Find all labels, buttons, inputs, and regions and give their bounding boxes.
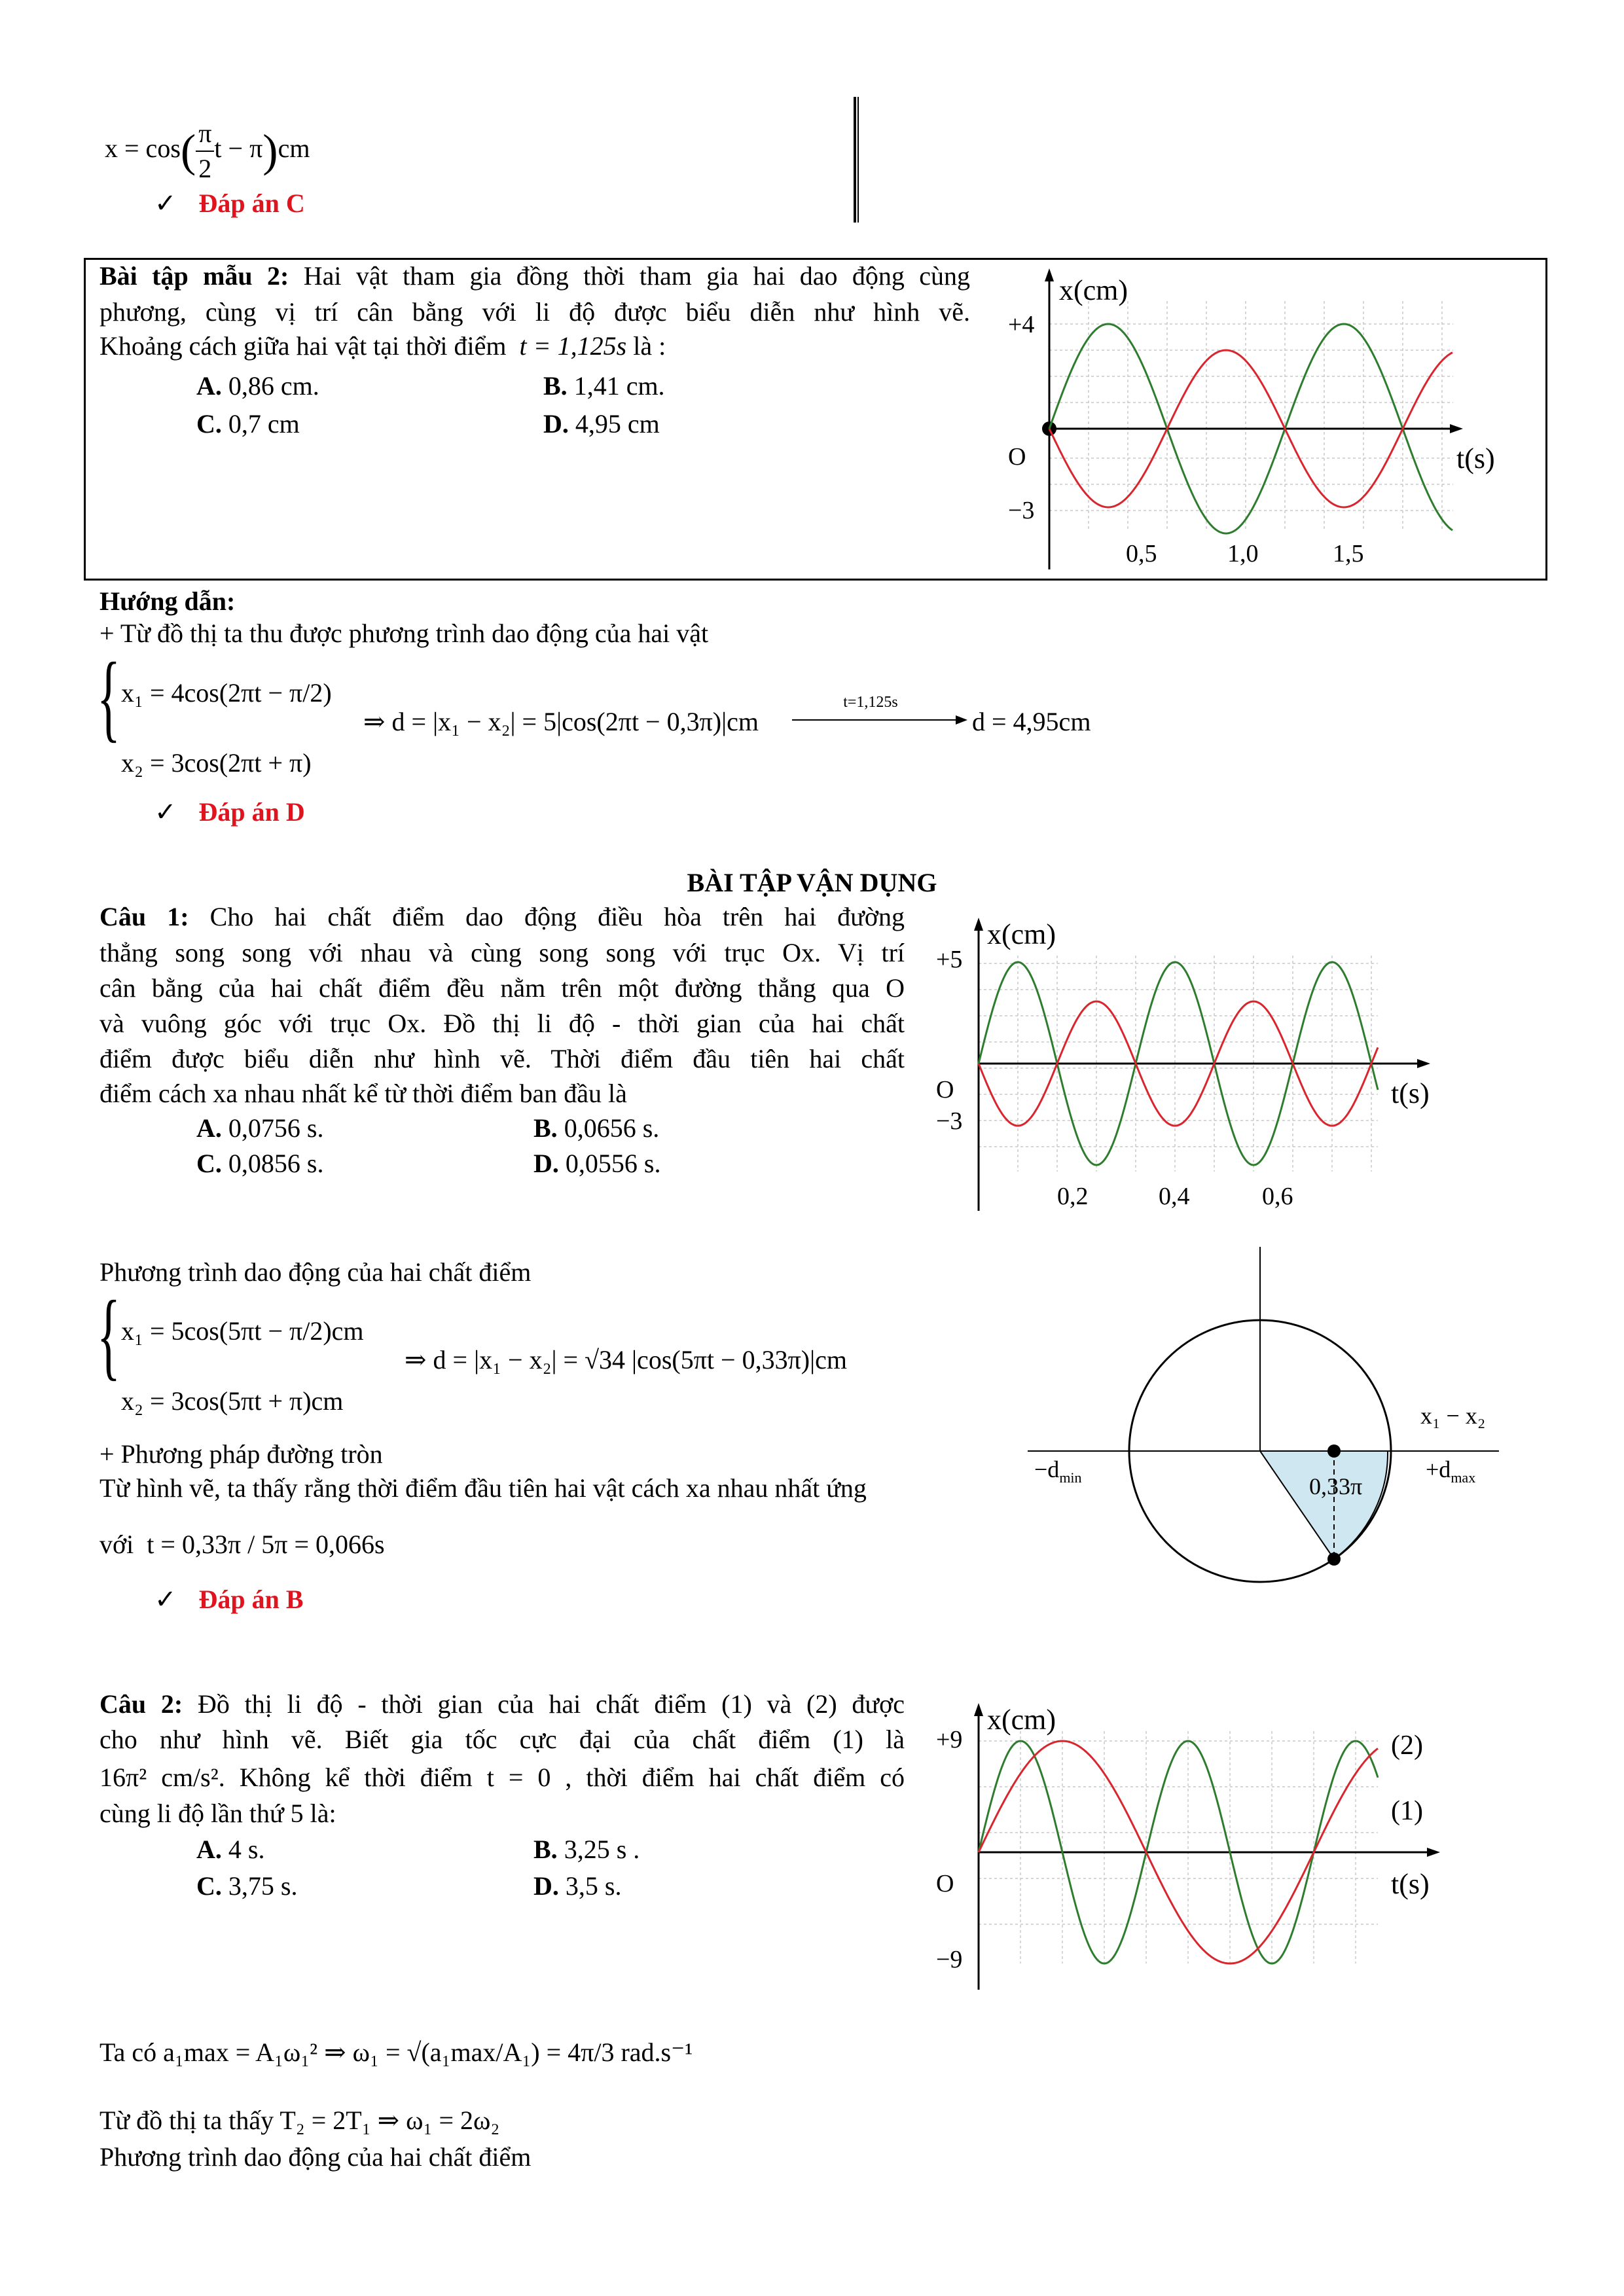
right-arrow-icon <box>792 712 969 728</box>
option-d: D. 0,0556 s. <box>533 1149 661 1178</box>
time-value: t = 1,125s <box>519 331 627 361</box>
option-b: B. 3,25 s . <box>533 1835 640 1864</box>
eq-den: 2 <box>198 154 212 183</box>
section-title: BÀI TẬP VẬN DỤNG <box>687 868 937 897</box>
circle-diagram <box>1028 1247 1519 1600</box>
option-b: B. 0,0656 s. <box>533 1113 660 1143</box>
option-b: B. 1,41 cm. <box>543 371 665 401</box>
option-c: C. 3,75 s. <box>196 1871 298 1901</box>
example-line <box>99 329 666 363</box>
x-axis-label: t(s) <box>1391 1077 1430 1109</box>
tick-label: 1,0 <box>1227 540 1259 567</box>
question-line: Câu 2: Đồ thị li độ - thời gian của hai chất điểm (1) và (2) được <box>99 1689 905 1719</box>
x-axis-label: t(s) <box>1391 1868 1430 1900</box>
option-a: A. 0,0756 s. <box>196 1113 324 1143</box>
eq-unit: cm <box>278 134 310 164</box>
question-text: thẳng song song với nhau và cùng song song với trục Ox. Vị trí <box>99 938 905 967</box>
answer-text: Đáp án B <box>198 1585 304 1614</box>
option-c: C. 0,7 cm <box>196 409 300 439</box>
eq-text: x = cos <box>105 134 181 164</box>
example-text: Hai vật tham gia đồng thời tham gia hai dao động cùng <box>303 261 971 291</box>
example-text: Khoảng cách giữa hai vật tại thời điểm <box>99 331 507 361</box>
y-max-label: +5 <box>936 946 963 973</box>
left-label: $-d_{min}$ <box>1034 1456 1082 1486</box>
axis-label: x₁ − x₂ <box>1420 1403 1486 1429</box>
answer-line <box>154 1583 304 1617</box>
graph-q1 <box>916 910 1506 1217</box>
solution-text: Phương trình dao động của hai chất điểm <box>99 2142 532 2172</box>
divider <box>854 97 856 223</box>
option-c: C. 0,0856 s. <box>196 1149 324 1178</box>
checkmark-icon: ✓ <box>154 188 177 218</box>
solution-line: với t = 0,33π / 5π = 0,066s <box>99 1530 385 1559</box>
divider <box>857 97 859 223</box>
answer-text: Đáp án D <box>198 797 305 827</box>
y-axis-label: x(cm) <box>1059 274 1128 306</box>
solution-text: Từ đồ thị ta thấy T₂ = 2T₁ ⇒ ω₁ = 2ω₂ <box>99 2106 500 2135</box>
question-line: Câu 1: Cho hai chất điểm dao động điều hòa trên hai đường <box>99 902 905 931</box>
eq-num: π <box>196 117 214 152</box>
y-min-label: −9 <box>936 1946 963 1973</box>
y-axis-label: x(cm) <box>987 918 1056 950</box>
question-text: cho như hình vẽ. Biết gia tốc cực đại của chất điểm (1) là <box>99 1725 905 1754</box>
tick-label: 0,6 <box>1262 1183 1293 1210</box>
y-min-label: −3 <box>936 1107 963 1135</box>
checkmark-icon: ✓ <box>154 797 177 827</box>
x-axis-label: t(s) <box>1456 442 1495 475</box>
question-text: điểm được biểu diễn như hình vẽ. Thời điểm đầu tiên hai chất <box>99 1044 905 1073</box>
guide-title: Hướng dẫn: <box>99 586 236 616</box>
solution-text: Từ hình vẽ, ta thấy rằng thời điểm đầu tiên hai vật cách xa nhau nhất ứng <box>99 1473 867 1503</box>
answer-line <box>154 187 305 221</box>
equation: x₁ = 4cos(2πt − π/2) <box>121 678 332 708</box>
arrow-label: t=1,125s <box>843 694 898 711</box>
y-max-label: +4 <box>1008 311 1035 338</box>
equation: x₁ = 5cos(5πt − π/2)cm <box>121 1316 364 1346</box>
right-label: $+d_{max}$ <box>1426 1456 1476 1486</box>
angle-label: 0,33π <box>1309 1473 1363 1499</box>
origin-label: O <box>936 1870 954 1897</box>
answer-text: Đáp án C <box>198 188 305 218</box>
solution-text: + Phương pháp đường tròn <box>99 1439 383 1469</box>
solution-text: Phương trình dao động của hai chất điểm <box>99 1257 532 1287</box>
example-line <box>99 259 970 293</box>
equation: ⇒ d = |x₁ − x₂| = √34 |cos(5πt − 0,33π)|cm <box>405 1345 847 1374</box>
equation: x₂ = 3cos(5πt + π)cm <box>121 1386 344 1416</box>
origin-label: O <box>1008 443 1026 471</box>
example-text: là : <box>633 331 666 361</box>
option-d: D. 3,5 s. <box>533 1871 622 1901</box>
answer-line <box>154 795 305 829</box>
question-text: và vuông góc với trục Ox. Đồ thị li độ - thời gian của hai chất <box>99 1009 905 1038</box>
tick-label: 1,5 <box>1333 540 1364 567</box>
graph-example2 <box>982 262 1538 569</box>
eq-text: t − π <box>214 134 263 164</box>
question-text: 16π² cm/s². Không kể thời điểm t = 0 , thời điểm hai chất điểm có <box>99 1763 905 1792</box>
question-text: cân bằng của hai chất điểm đều nằm trên một đường thẳng qua O <box>99 973 905 1003</box>
example-text: phương, cùng vị trí cân bằng với li độ được biểu diễn như hình vẽ. <box>99 297 970 327</box>
y-max-label: +9 <box>936 1726 963 1753</box>
y-min-label: −3 <box>1008 497 1035 524</box>
option-a: A. 4 s. <box>196 1835 265 1864</box>
series-label: (2) <box>1391 1731 1423 1761</box>
tick-label: 0,4 <box>1159 1183 1190 1210</box>
series-label: (1) <box>1391 1796 1423 1826</box>
checkmark-icon: ✓ <box>154 1585 177 1614</box>
example-label: Bài tập mẫu 2: <box>99 261 289 291</box>
equation: d = 4,95cm <box>972 707 1091 736</box>
option-d: D. 4,95 cm <box>543 409 660 439</box>
tick-label: 0,5 <box>1126 540 1157 567</box>
guide-text: + Từ đồ thị ta thu được phương trình dao động của hai vật <box>99 619 709 648</box>
top-equation: x = cos( $\frac{\pi}{2}$ t − π)cm <box>105 117 310 186</box>
tick-label: 0,2 <box>1057 1183 1089 1210</box>
question-text: điểm cách xa nhau nhất kể từ thời điểm ban đầu là <box>99 1079 627 1108</box>
question-text: cùng li độ lần thứ 5 là: <box>99 1799 336 1828</box>
brace: { <box>97 1281 120 1390</box>
equation: x₂ = 3cos(2πt + π) <box>121 748 312 778</box>
equation: ⇒ d = |x₁ − x₂| = 5|cos(2πt − 0,3π)|cm <box>363 707 759 736</box>
origin-label: O <box>936 1076 954 1103</box>
option-a: A. 0,86 cm. <box>196 371 319 401</box>
solution-text: Ta có a₁max = A₁ω₁² ⇒ ω₁ = √(a₁max/A₁) = 4π/3 rad.s⁻¹ <box>99 2037 693 2067</box>
y-axis-label: x(cm) <box>987 1704 1056 1736</box>
graph-q2 <box>916 1695 1506 1996</box>
brace: { <box>97 643 120 751</box>
